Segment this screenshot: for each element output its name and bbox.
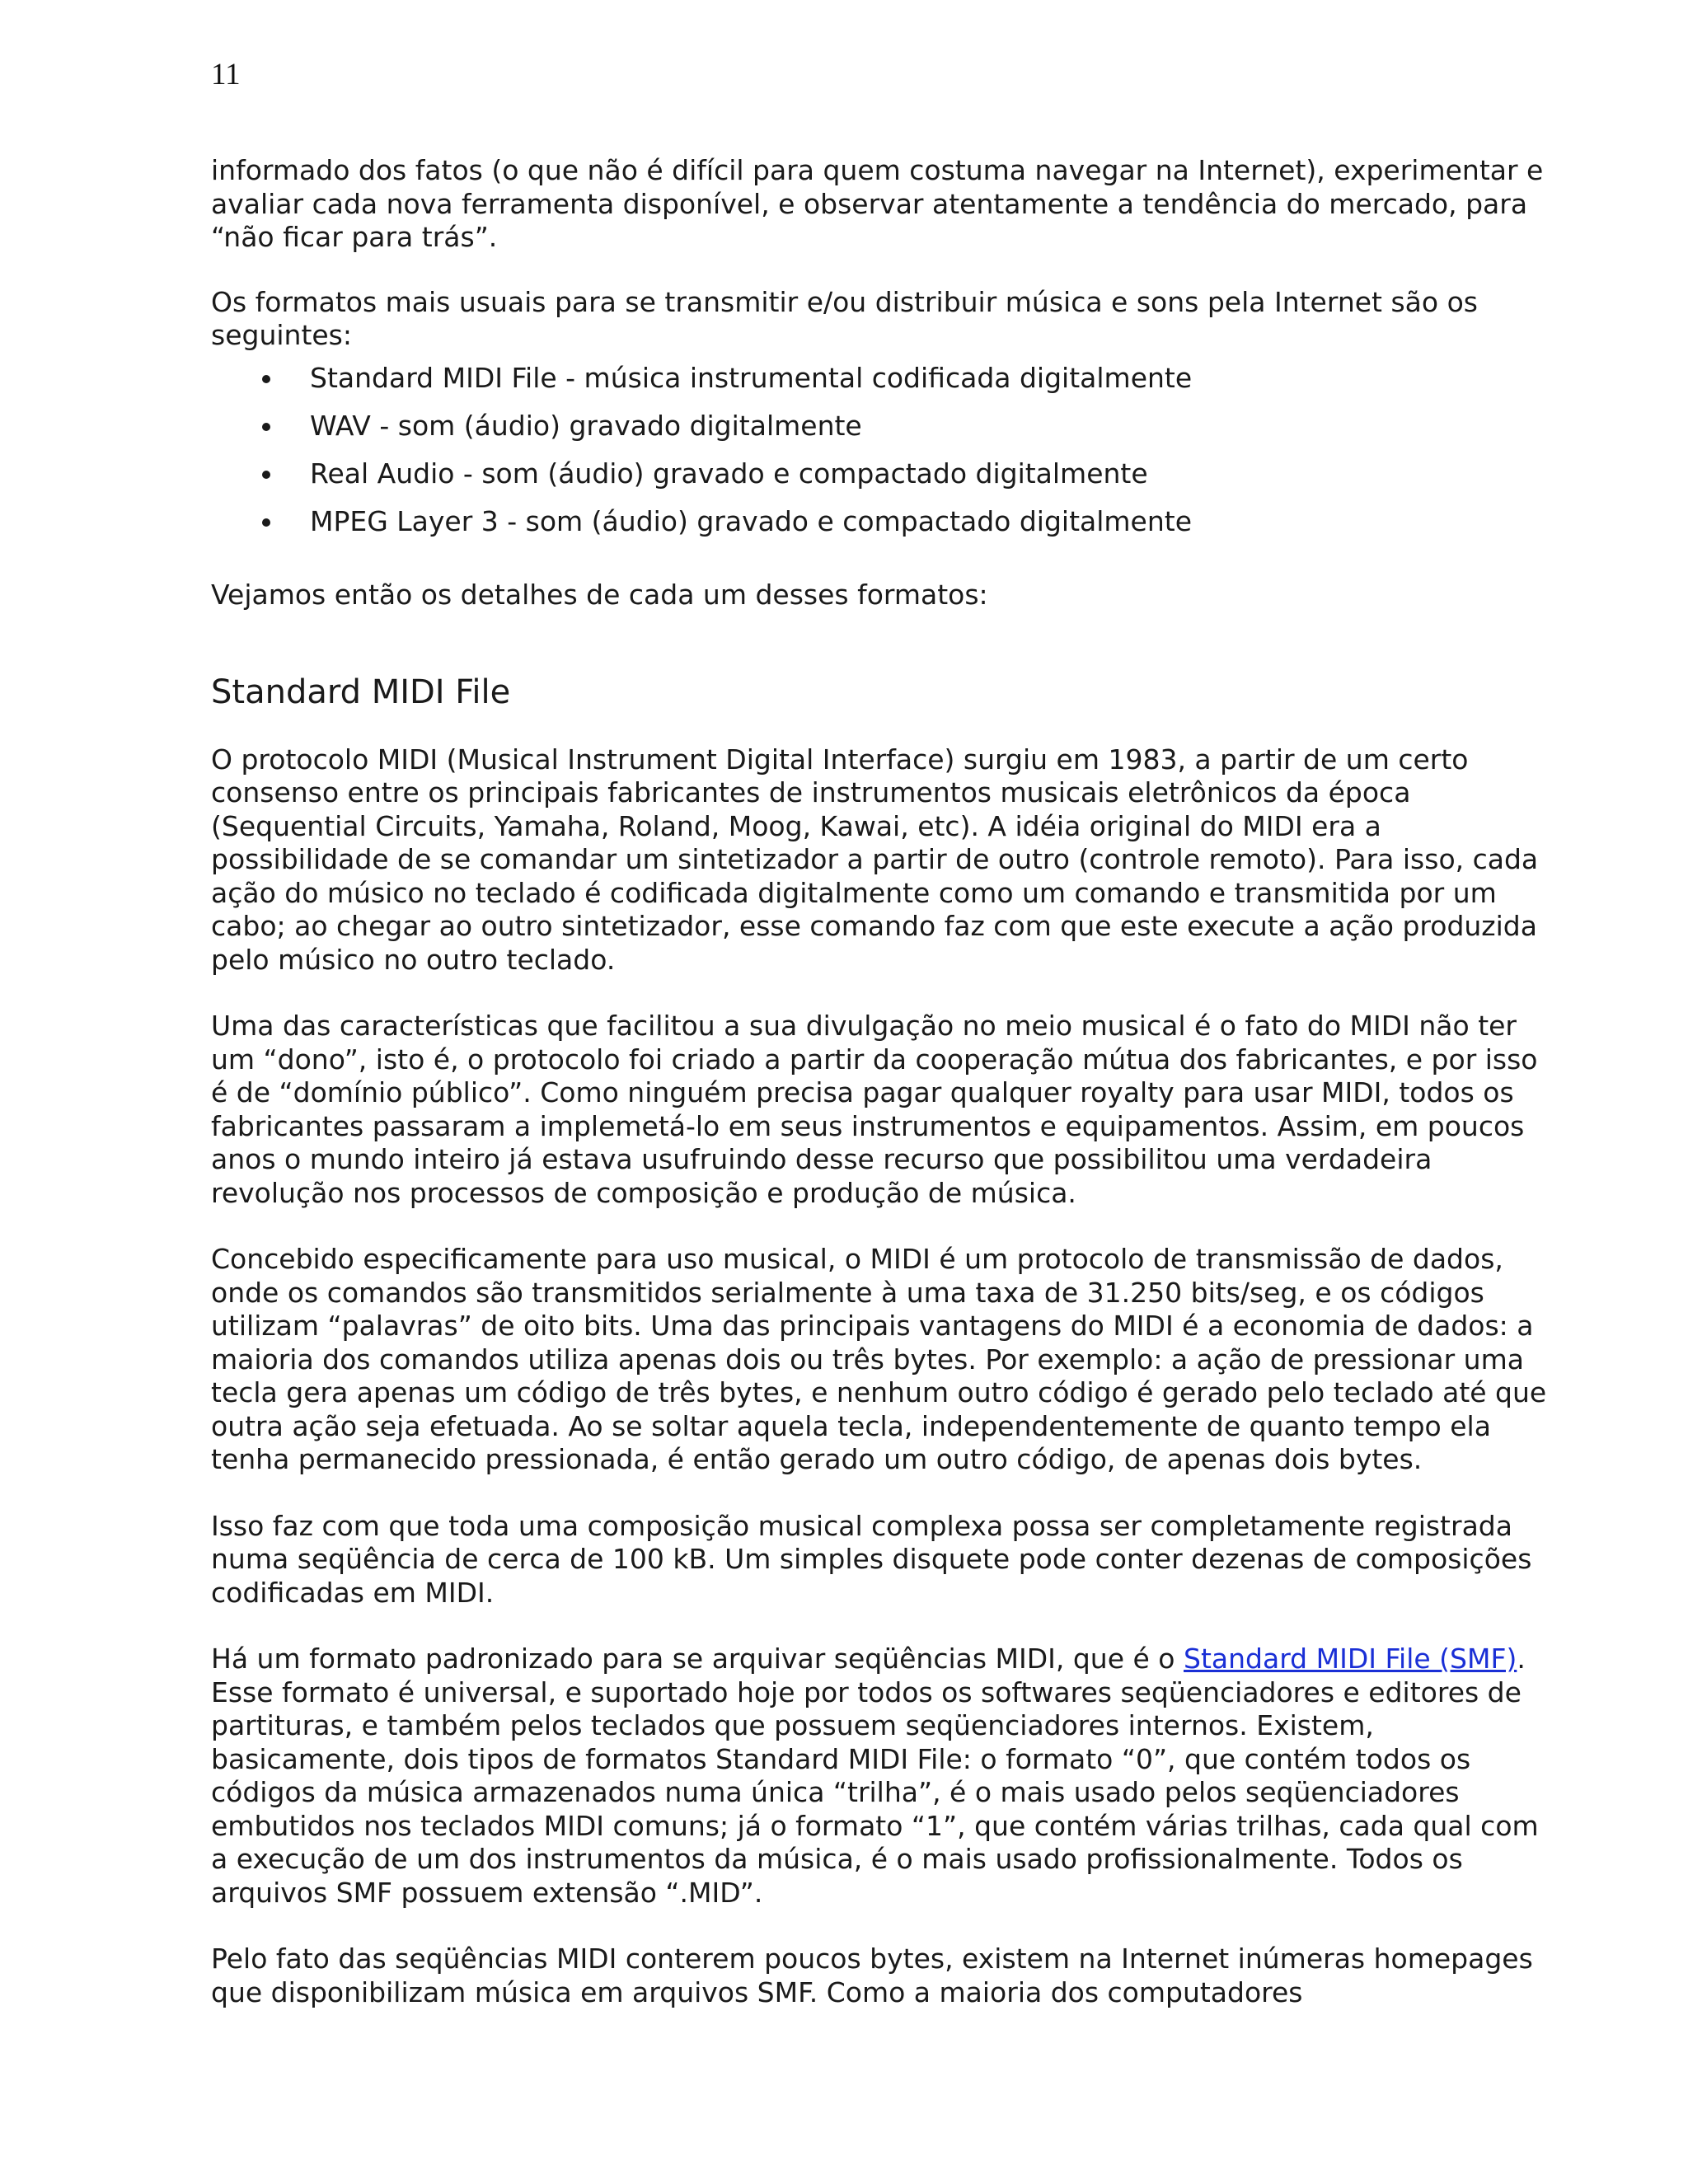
bullet-icon [262, 471, 270, 479]
paragraph-midi-protocol: Concebido especificamente para uso musical, o MIDI é um protocolo de transmissão de dados, onde os comandos são transmitidos serialmente à uma taxa de 31.250 bits/seg, e os códigos utilizam “palavras” de oito bits. Uma das principais vantagens do MIDI é a economia de dados: a maioria dos comandos utiliza apenas dois ou três bytes. Por exemplo: a ação de pressionar uma tecla gera apenas um código de três bytes, e nenhum outro código é gerado pelo teclado até que outra ação seja efetuada. Ao se soltar aquela tecla, independentemente de quanto tempo ela tenha permanecido pressionada, é então gerado um outro código, de apenas dois bytes. [211, 1243, 1547, 1475]
list-item-text: WAV - som (áudio) gravado digitalmente [310, 409, 862, 442]
page-content [211, 154, 1550, 2042]
smf-text-after-link: . Esse formato é universal, e suportado hoje por todos os softwares seqüenciadores e editores de partituras, e também pelos teclados que possuem seqüenciadores internos. Existem, basicamente, dois tipos de formatos Standard MIDI File: o formato “0”, que contém todos os códigos da música armazenados numa única “trilha”, é o mais usado pelos seqüenciadores embutidos nos teclados MIDI comuns; já o formato “1”, que contém várias trilhas, cada qual com a execução de um dos instrumentos da música, é o mais usado profissionalmente. Todos os arquivos SMF possuem extensão “.MID”. [211, 1643, 1539, 1909]
paragraph-intro-continuation: informado dos fatos (o que não é difícil para quem costuma navegar na Internet), experimentar e avaliar cada nova ferramenta disponível, e observar atentamente a tendência do mercado, para “não ficar para trás”. [211, 154, 1544, 253]
formats-list [211, 362, 1550, 539]
paragraph-midi-public-domain: Uma das características que facilitou a sua divulgação no meio musical é o fato do MIDI não ter um “dono”, isto é, o protocolo foi criado a partir da cooperação mútua dos fabricantes, e por isso é de “domínio público”. Como ninguém precisa pagar qualquer royalty para usar MIDI, todos os fabricantes passaram a implemetá-lo em seus instrumentos e equipamentos. Assim, em poucos anos o mundo inteiro já estava usufruindo desse recurso que possibilitou uma verdadeira revolução nos processos de composição e produção de música. [211, 1010, 1538, 1209]
list-item [211, 410, 1550, 443]
bullet-icon [262, 423, 270, 431]
smf-text-before-link: Há um formato padronizado para se arquivar seqüências MIDI, que é o [211, 1643, 1184, 1675]
paragraph-smf-format [211, 1643, 1550, 1910]
paragraph-midi-size: Isso faz com que toda uma composição musical complexa possa ser completamente registrada numa seqüência de cerca de 100 kB. Um simples disquete pode conter dezenas de composições codificadas em MIDI. [211, 1509, 1532, 1609]
section-heading: Standard MIDI File [211, 673, 511, 711]
bullet-icon [262, 375, 270, 383]
bullet-icon [262, 518, 270, 527]
list-item [211, 457, 1550, 491]
paragraph-midi-internet: Pelo fato das seqüências MIDI conterem poucos bytes, existem na Internet inúmeras homepages que disponibilizam música em arquivos SMF. Como a maioria dos computadores [211, 1943, 1533, 2008]
smf-link[interactable]: Standard MIDI File (SMF) [1184, 1643, 1517, 1675]
list-item-text: Real Audio - som (áudio) gravado e compactado digitalmente [310, 457, 1148, 490]
list-item [211, 505, 1550, 539]
page-number: 11 [211, 58, 241, 91]
paragraph-formats-intro: Vejamos então os detalhes de cada um desses formatos: [211, 579, 988, 611]
paragraph-midi-origin: O protocolo MIDI (Musical Instrument Digital Interface) surgiu em 1983, a partir de um certo consenso entre os principais fabricantes de instrumentos musicais eletrônicos da época (Sequential Circuits, Yamaha, Roland, Moog, Kawai, etc). A idéia original do MIDI era a possibilidade de se comandar um sintetizador a partir de outro (controle remoto). Para isso, cada ação do músico no teclado é codificada digitalmente como um comando e transmitida por um cabo; ao chegar ao outro sintetizador, esse comando faz com que este execute a ação produzida pelo músico no outro teclado. [211, 743, 1539, 976]
paragraph-formats-lead: Os formatos mais usuais para se transmitir e/ou distribuir música e sons pela Internet são os seguintes: [211, 285, 1478, 351]
list-item [211, 362, 1550, 396]
list-item-text: MPEG Layer 3 - som (áudio) gravado e compactado digitalmente [310, 504, 1193, 537]
list-item-text: Standard MIDI File - música instrumental codificada digitalmente [310, 361, 1193, 394]
